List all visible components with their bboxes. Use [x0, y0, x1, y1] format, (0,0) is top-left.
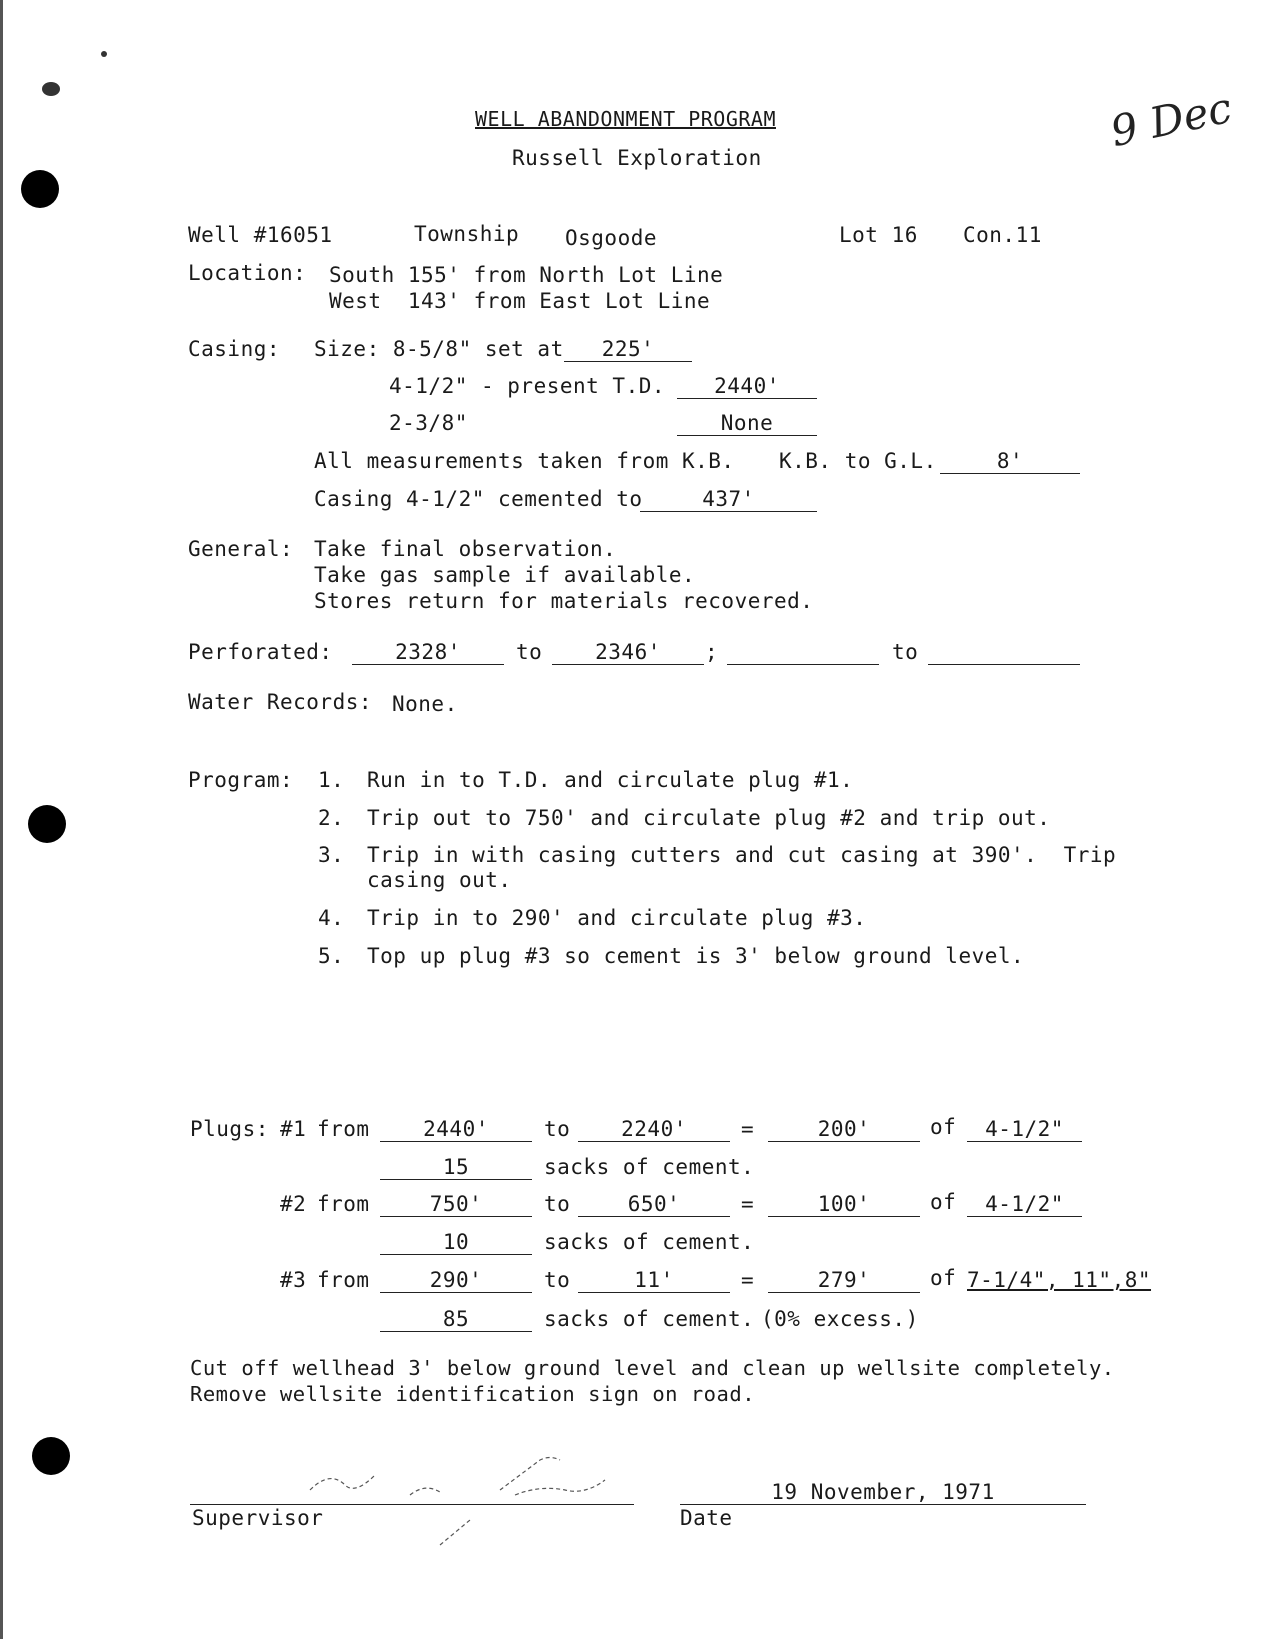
ink-dot — [101, 51, 107, 57]
plug-sacks-text: sacks of cement. — [544, 1230, 755, 1254]
casing-line2-text: 4-1/2" - present T.D. — [389, 374, 666, 398]
handwritten-signature — [300, 1445, 660, 1555]
perforated-separator: ; — [705, 640, 719, 664]
program-step-text: Trip out to 750' and circulate plug #2 and trip out. — [367, 806, 1051, 830]
page-edge — [0, 0, 3, 1639]
program-step-text: Top up plug #3 so cement is 3' below ground level. — [367, 944, 1025, 968]
water-records-label: Water Records: — [188, 690, 373, 714]
general-line-3: Stores return for materials recovered. — [314, 589, 814, 613]
perforated-to-2 — [928, 640, 1080, 665]
plug-to-word: to — [544, 1192, 571, 1216]
plug-to-value: 11' — [578, 1268, 730, 1293]
kb-to-gl-text: K.B. to G.L. — [779, 449, 937, 473]
program-step-number: 4. — [318, 906, 345, 930]
location-label: Location: — [188, 261, 307, 285]
township-label: Township — [414, 222, 520, 246]
perforated-to-word-2: to — [892, 640, 919, 664]
plug-size-value: 7-1/4", 11",8" — [967, 1268, 1152, 1292]
punch-hole-top — [21, 170, 59, 208]
handwritten-note: 9 Dec — [1106, 82, 1236, 157]
plug-from-word: from — [317, 1117, 370, 1141]
perforated-from-1: 2328' — [352, 640, 504, 665]
supervisor-label: Supervisor — [192, 1506, 324, 1530]
plug-sacks-value: 15 — [380, 1155, 532, 1180]
plug-of-word: of — [930, 1115, 957, 1139]
program-step-number: 1. — [318, 768, 345, 792]
casing-line3-text: 2-3/8" — [389, 411, 468, 435]
plug-equals: = — [741, 1192, 755, 1216]
general-label: General: — [188, 537, 294, 561]
well-number: Well #16051 — [188, 223, 333, 247]
location-line-2: West 143' from East Lot Line — [329, 289, 711, 313]
plug-equals: = — [741, 1268, 755, 1292]
plug-equals: = — [741, 1117, 755, 1141]
punch-hole-middle — [28, 805, 66, 843]
measurements-text: All measurements taken from K.B. — [314, 449, 735, 473]
plug-sacks-text: sacks of cement. — [544, 1155, 755, 1179]
date-value: 19 November, 1971 — [680, 1480, 1086, 1505]
program-step-number: 3. — [318, 843, 345, 867]
casing-line2-value: 2440' — [677, 374, 817, 399]
plug-id: #2 — [280, 1192, 307, 1216]
company-name: Russell Exploration — [512, 146, 762, 170]
closing-line-1: Cut off wellhead 3' below ground level and clean up wellsite completely. — [190, 1356, 1115, 1380]
plug-from-value: 2440' — [380, 1117, 532, 1142]
plug-to-word: to — [544, 1117, 571, 1141]
date-label: Date — [680, 1506, 733, 1530]
plug-length-value: 279' — [768, 1268, 920, 1293]
plug-length-value: 200' — [768, 1117, 920, 1142]
lot-label: Lot 16 — [839, 223, 918, 247]
plug-size-value: 4-1/2" — [967, 1192, 1082, 1217]
plug-sacks-value: 85 — [380, 1307, 532, 1332]
plug-sacks-text: sacks of cement. — [544, 1307, 755, 1331]
water-records-value: None. — [392, 692, 458, 716]
plug-from-value: 290' — [380, 1268, 532, 1293]
plug-from-word: from — [317, 1192, 370, 1216]
plug-sacks-value: 10 — [380, 1230, 532, 1255]
plug-size-value: 4-1/2" — [967, 1117, 1082, 1142]
plug-note: (0% excess.) — [761, 1307, 919, 1331]
general-line-2: Take gas sample if available. — [314, 563, 696, 587]
kb-to-gl-value: 8' — [940, 449, 1080, 474]
program-step-text: Trip in with casing cutters and cut casing at 390'. Trip — [367, 843, 1117, 867]
plug-to-word: to — [544, 1268, 571, 1292]
casing-size-text: Size: 8-5/8" set at — [314, 337, 564, 361]
plug-length-value: 100' — [768, 1192, 920, 1217]
casing-cemented-value: 437' — [640, 487, 817, 512]
perforated-to-1: 2346' — [552, 640, 704, 665]
program-step-number: 5. — [318, 944, 345, 968]
perforated-from-2 — [727, 640, 879, 665]
document-title: WELL ABANDONMENT PROGRAM — [475, 107, 776, 131]
program-step-text: Run in to T.D. and circulate plug #1. — [367, 768, 854, 792]
plug-id: #3 — [280, 1268, 307, 1292]
plug-to-value: 650' — [578, 1192, 730, 1217]
casing-label: Casing: — [188, 337, 281, 361]
township-value: Osgoode — [565, 226, 658, 250]
plug-from-word: from — [317, 1268, 370, 1292]
plug-of-word: of — [930, 1190, 957, 1214]
perforated-to-word-1: to — [516, 640, 543, 664]
program-step-number: 2. — [318, 806, 345, 830]
plug-of-word: of — [930, 1266, 957, 1290]
plug-from-value: 750' — [380, 1192, 532, 1217]
casing-line3-value: None — [677, 411, 817, 436]
ink-blot — [42, 82, 60, 96]
program-step-text-continued: casing out. — [367, 868, 512, 892]
perforated-label: Perforated: — [188, 640, 333, 664]
location-line-1: South 155' from North Lot Line — [329, 263, 724, 287]
closing-line-2: Remove wellsite identification sign on road. — [190, 1382, 756, 1406]
plug-to-value: 2240' — [578, 1117, 730, 1142]
casing-size-value: 225' — [564, 337, 692, 362]
plugs-label: Plugs: — [190, 1117, 269, 1141]
casing-cemented-text: Casing 4-1/2" cemented to — [314, 487, 643, 511]
punch-hole-bottom — [32, 1437, 70, 1475]
program-step-text: Trip in to 290' and circulate plug #3. — [367, 906, 867, 930]
con-label: Con.11 — [963, 223, 1042, 247]
program-label: Program: — [188, 768, 294, 792]
plug-id: #1 — [280, 1117, 307, 1141]
general-line-1: Take final observation. — [314, 537, 617, 561]
